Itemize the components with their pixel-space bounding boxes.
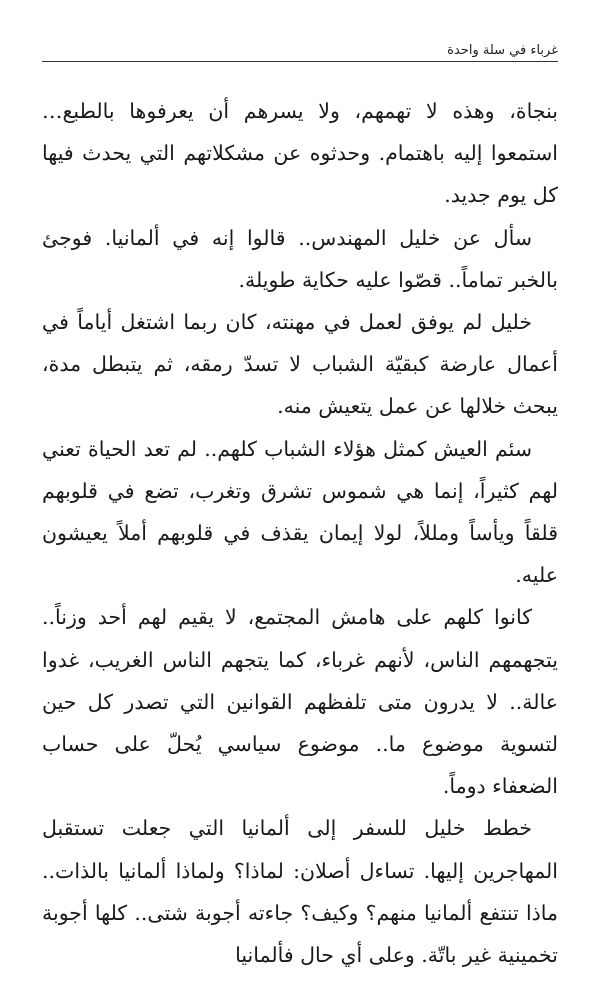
- paragraph-5: كانوا كلهم على هامش المجتمع، لا يقيم لهم أحد وزناً.. يتجهمهم الناس، لأنهم غرباء، كما يتجهم الناس الغريب، غدوا عالة.. لا يدرون متى تلفظهم القوانين التي تصدر كل حين لتسوية موضوع ما.. موضوع سياسي يُحلّ على حساب الضعفاء دوماً.: [42, 605, 558, 799]
- running-title: غرباء في سلة واحدة: [447, 43, 558, 58]
- paragraph-4: سئم العيش كمثل هؤلاء الشباب كلهم.. لم تعد الحياة تعني لهم كثيراً، إنما هي شموس تشرق وتغرب، تضع في قلوبهم قلقاً ويأساً ومللاً، لولا إيمان يقذف في قلوبهم أملاً يعيشون عليه.: [42, 436, 558, 588]
- paragraph-1: بنجاة، وهذه لا تهمهم، ولا يسرهم أن يعرفوها بالطبع… استمعوا إليه باهتمام. وحدثوه عن مشكلاتهم التي يحدث فيها كل يوم جديد.: [42, 99, 558, 208]
- paragraph-3: خليل لم يوفق لعمل في مهنته، كان ربما اشتغل أياماً في أعمال عارضة كبقيّة الشباب لا تسدّ رمقه، ثم يتبطل مدة، يبحث خلالها عن عمل يتعيش منه.: [42, 310, 558, 419]
- body-text: [42, 90, 558, 976]
- book-page: [42, 30, 558, 970]
- paragraph-6: خطط خليل للسفر إلى ألمانيا التي جعلت تستقبل المهاجرين إليها. تساءل أصلان: لماذا؟ ولماذا ألمانيا بالذات.. ماذا تنتفع ألمانيا منهم؟ وكيف؟ جاءته أجوبة شتى.. كلها أجوبة تخمينية غير باتّة. وعلى أي حال فألمانيا: [42, 816, 558, 968]
- paragraph-2: سأل عن خليل المهندس.. قالوا إنه في ألمانيا. فوجئ بالخبر تماماً.. قصّوا عليه حكاية طويلة.: [42, 225, 558, 292]
- running-header: [42, 30, 558, 62]
